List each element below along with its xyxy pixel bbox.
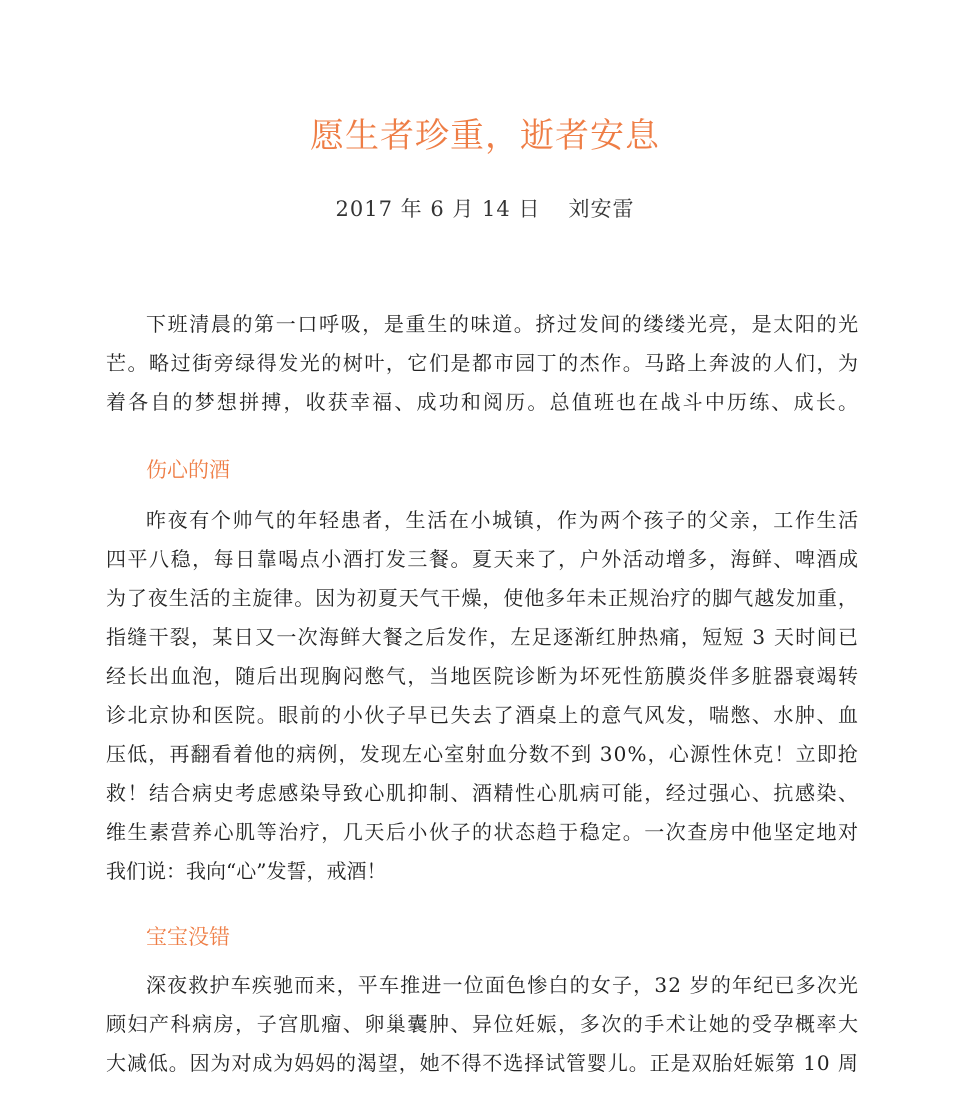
paragraph-line: 压低，再翻看着他的病例，发现左心室射血分数不到 30%，心源性休克！立即抢	[106, 742, 859, 766]
paragraph-line: 我们说：我向“心”发誓，戒酒！	[106, 859, 387, 883]
article-title: 愿生者珍重，逝者安息	[310, 116, 660, 156]
paragraph-line: 着各自的梦想拼搏，收获幸福、成功和阅历。总值班也在战斗中历练、成长。	[106, 390, 861, 414]
paragraph-line: 经长出血泡，随后出现胸闷憋气，当地医院诊断为坏死性筋膜炎伴多脏器衰竭转	[106, 664, 860, 688]
intro-paragraph	[106, 305, 861, 422]
paragraph-line: 救！结合病史考虑感染导致心肌抑制、酒精性心肌病可能，经过强心、抗感染、	[106, 781, 860, 805]
paragraph-line: 诊北京协和医院。眼前的小伙子早已失去了酒桌上的意气风发，喘憋、水肿、血	[106, 703, 860, 727]
paragraph-line: 指缝干裂，某日又一次海鲜大餐之后发作，左足逐渐红肿热痛，短短 3 天时间已	[106, 625, 860, 649]
paragraph-line: 四平八稳，每日靠喝点小酒打发三餐。夏天来了，户外活动增多，海鲜、啤酒成	[106, 547, 860, 571]
section-paragraph-baby-not-wrong	[106, 966, 858, 1083]
article-author: 刘安雷	[568, 197, 635, 221]
article-date: 2017 年 6 月 14 日	[335, 197, 541, 221]
paragraph-line: 芒。略过街旁绿得发光的树叶，它们是都市园丁的杰作。马路上奔波的人们，为	[106, 351, 860, 375]
paragraph-line: 昨夜有个帅气的年轻患者，生活在小城镇，作为两个孩子的父亲，工作生活	[146, 508, 860, 532]
paragraph-line: 维生素营养心肌等治疗，几天后小伙子的状态趋于稳定。一次查房中他坚定地对	[106, 820, 860, 844]
paragraph-line: 顾妇产科病房，子宫肌瘤、卵巢囊肿、异位妊娠，多次的手术让她的受孕概率大	[106, 1012, 860, 1036]
paragraph-line: 深夜救护车疾驰而来，平车推进一位面色惨白的女子，32 岁的年纪已多次光	[146, 973, 860, 997]
paragraph-line: 为了夜生活的主旋律。因为初夏天气干燥，使他多年未正规治疗的脚气越发加重，	[106, 586, 859, 610]
section-heading-sad-wine: 伤心的酒	[146, 458, 230, 482]
article-byline	[0, 194, 970, 224]
section-paragraph-sad-wine	[106, 501, 858, 891]
paragraph-line: 大减低。因为对成为妈妈的渴望，她不得不选择试管婴儿。正是双胎妊娠第 10 周	[106, 1051, 859, 1075]
section-heading-baby-not-wrong: 宝宝没错	[146, 925, 230, 949]
paragraph-line: 下班清晨的第一口呼吸，是重生的味道。挤过发间的缕缕光亮，是太阳的光	[146, 312, 860, 336]
